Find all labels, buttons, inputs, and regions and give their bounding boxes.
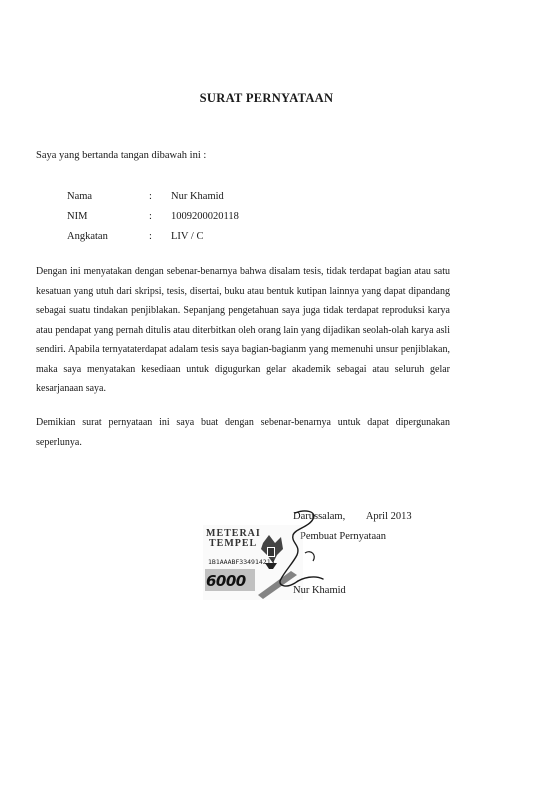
identity-value: Nur Khamid xyxy=(171,190,224,202)
stamp-serial: 1B1AAABF334914213 xyxy=(208,558,275,566)
identity-block xyxy=(67,186,239,246)
date-text: April 2013 xyxy=(365,511,412,522)
stamp-word-meterai: METERAI xyxy=(206,528,261,539)
identity-row-name xyxy=(67,186,239,206)
document-title: SURAT PERNYATAAN xyxy=(199,91,334,105)
identity-label: NIM xyxy=(67,210,88,222)
statement-paragraph: Dengan ini menyatakan dengan sebenar-benarnya bahwa disalam tesis, tidak terdapat bagian atau satu kesatuan yang utuh dari skripsi, tesis, disertai, buku atau bentuk kutipan lainnya yang dapat dipandang sebagai suatu tindakan penjiblakan. Sepanjang pengetahuan saya juga tidak terdapat reproduksi karya atau pendapat yang pernah ditulis atau diterbitkan oleh orang lain yang dijadikan seolah-olah karya asli sendiri. Apabila ternyataterdapat adalam tesis saya bagian-bagianm yang memenuhi unsur penjiblakan, maka saya menyatakan kesediaan untuk digugurkan gelar akademik sebagai atau seluruh gelar kesarjanaan saya. xyxy=(36,266,450,394)
intro-text: Saya yang bertanda tangan dibawah ini : xyxy=(36,150,207,161)
identity-separator: : xyxy=(149,230,152,242)
handwritten-signature xyxy=(225,505,345,595)
identity-row-nim xyxy=(67,206,239,226)
identity-separator: : xyxy=(149,190,152,202)
identity-separator: : xyxy=(149,210,152,222)
identity-label: Nama xyxy=(67,190,93,202)
identity-row-angkatan xyxy=(67,226,239,246)
identity-value: 1009200020118 xyxy=(171,210,239,222)
place-text: Darussalam, xyxy=(293,511,346,522)
identity-label: Angkatan xyxy=(67,230,108,242)
signer-title: Pembuat Pernyataan xyxy=(300,531,387,542)
signer-name: Nur Khamid xyxy=(293,585,346,596)
stamp-denomination: 6000 xyxy=(206,572,246,590)
stamp-word-tempel: TEMPEL xyxy=(209,538,258,549)
closing-paragraph: Demikian surat pernyataan ini saya buat dengan sebenar-benarnya untuk dapat dipergunakan seperlunya. xyxy=(36,417,450,448)
identity-value: LIV / C xyxy=(171,230,204,242)
